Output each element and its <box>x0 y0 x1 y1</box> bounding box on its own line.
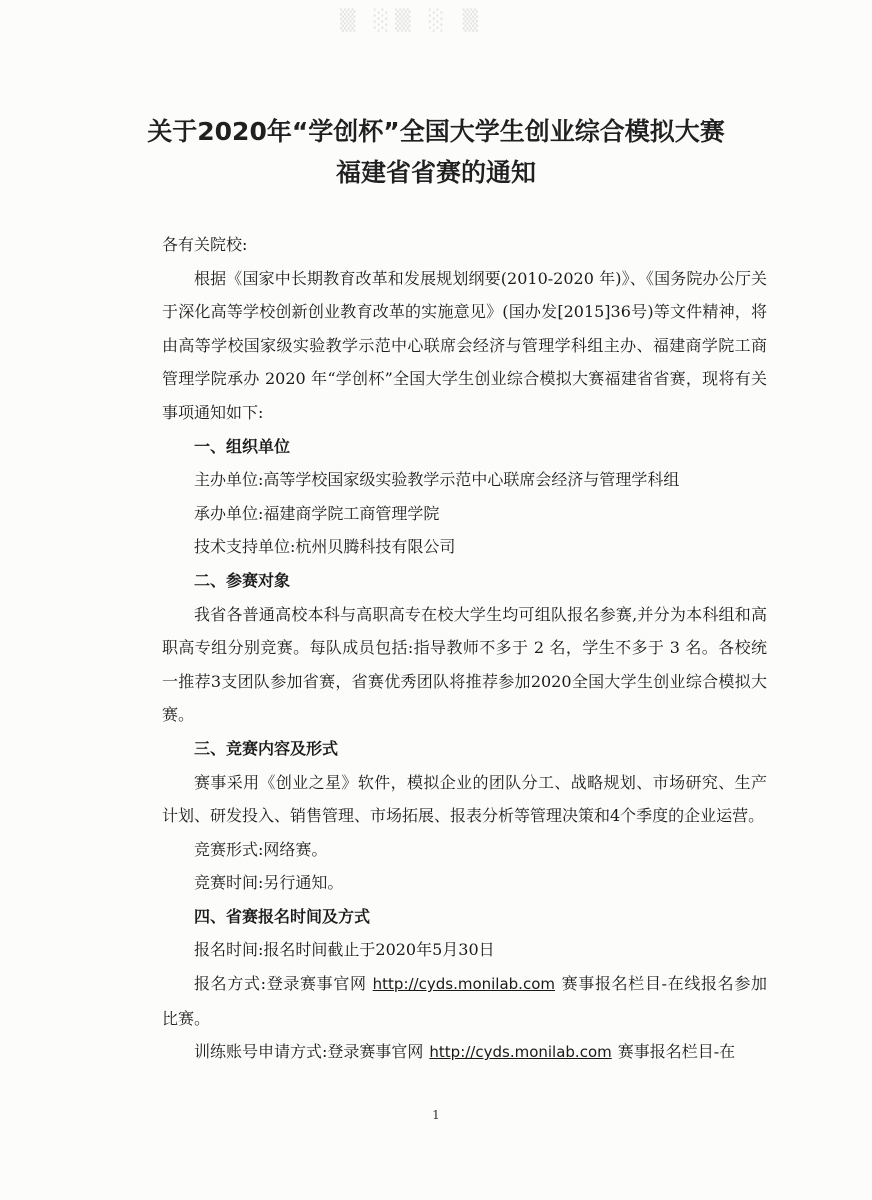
participants-paragraph: 我省各普通高校本科与高职高专在校大学生均可组队报名参赛,并分为本科组和高职高专组分别竞赛。每队成员包括:指导教师不多于 2 名，学生不多于 3 名。各校统一推荐3支团队参加省赛，省赛优秀团队将推荐参加2020全国大学生创业综合模拟大赛。 <box>162 604 767 725</box>
training-suffix: 赛事报名栏目-在 <box>617 1042 736 1062</box>
section-heading-registration: 四、省赛报名时间及方式 <box>194 906 371 926</box>
format-line: 竞赛形式:网络赛。 <box>194 839 328 859</box>
registration-method-suffix: 赛事报名栏目-在线报名参加比赛。 <box>162 974 767 1028</box>
section-heading-organizers: 一、组织单位 <box>194 436 291 456</box>
registration-method-prefix: 报名方式:登录赛事官网 <box>194 974 367 994</box>
registration-method-line <box>162 967 767 1035</box>
tech-support-line: 技术支持单位:杭州贝腾科技有限公司 <box>194 537 456 557</box>
content-paragraph: 赛事采用《创业之星》软件，模拟企业的团队分工、战略规划、市场研究、生产计划、研发投入、销售管理、市场拓展、报表分析等管理决策和4个季度的企业运营。 <box>162 772 767 826</box>
intro-paragraph: 根据《国家中长期教育改革和发展规划纲要(2010-2020 年)》、《国务院办公厅关于深化高等学校创新创业教育改革的实施意见》(国办发[2015]36号)等文件精神，将由高等学校国家级实验教学示范中心联席会经济与管理学科组主办、福建商学院工商管理学院承办 2020 年“学创杯”全国大学生创业综合模拟大赛福建省省赛，现将有关事项通知如下: <box>162 268 767 422</box>
page-number: 1 <box>432 1108 440 1122</box>
scan-artifact: ▒ ░▒ ░ ▒ <box>340 8 484 32</box>
document-body <box>162 228 767 1070</box>
registration-time-line: 报名时间:报名时间截止于2020年5月30日 <box>194 940 495 960</box>
title-line-2: 福建省省赛的通知 <box>335 158 536 187</box>
host-line: 承办单位:福建商学院工商管理学院 <box>194 503 440 523</box>
section-heading-content: 三、竞赛内容及形式 <box>194 738 339 758</box>
training-account-line <box>162 1035 767 1070</box>
time-line: 竞赛时间:另行通知。 <box>194 873 344 893</box>
registration-link[interactable]: http://cyds.monilab.com <box>372 975 555 994</box>
organizer-line: 主办单位:高等学校国家级实验教学示范中心联席会经济与管理学科组 <box>194 470 680 490</box>
training-link[interactable]: http://cyds.monilab.com <box>429 1043 612 1062</box>
salutation: 各有关院校: <box>162 235 248 254</box>
title-line-1: 关于2020年“学创杯”全国大学生创业综合模拟大赛 <box>147 117 725 146</box>
section-heading-participants: 二、参赛对象 <box>194 570 291 590</box>
training-prefix: 训练账号申请方式:登录赛事官网 <box>194 1042 424 1062</box>
